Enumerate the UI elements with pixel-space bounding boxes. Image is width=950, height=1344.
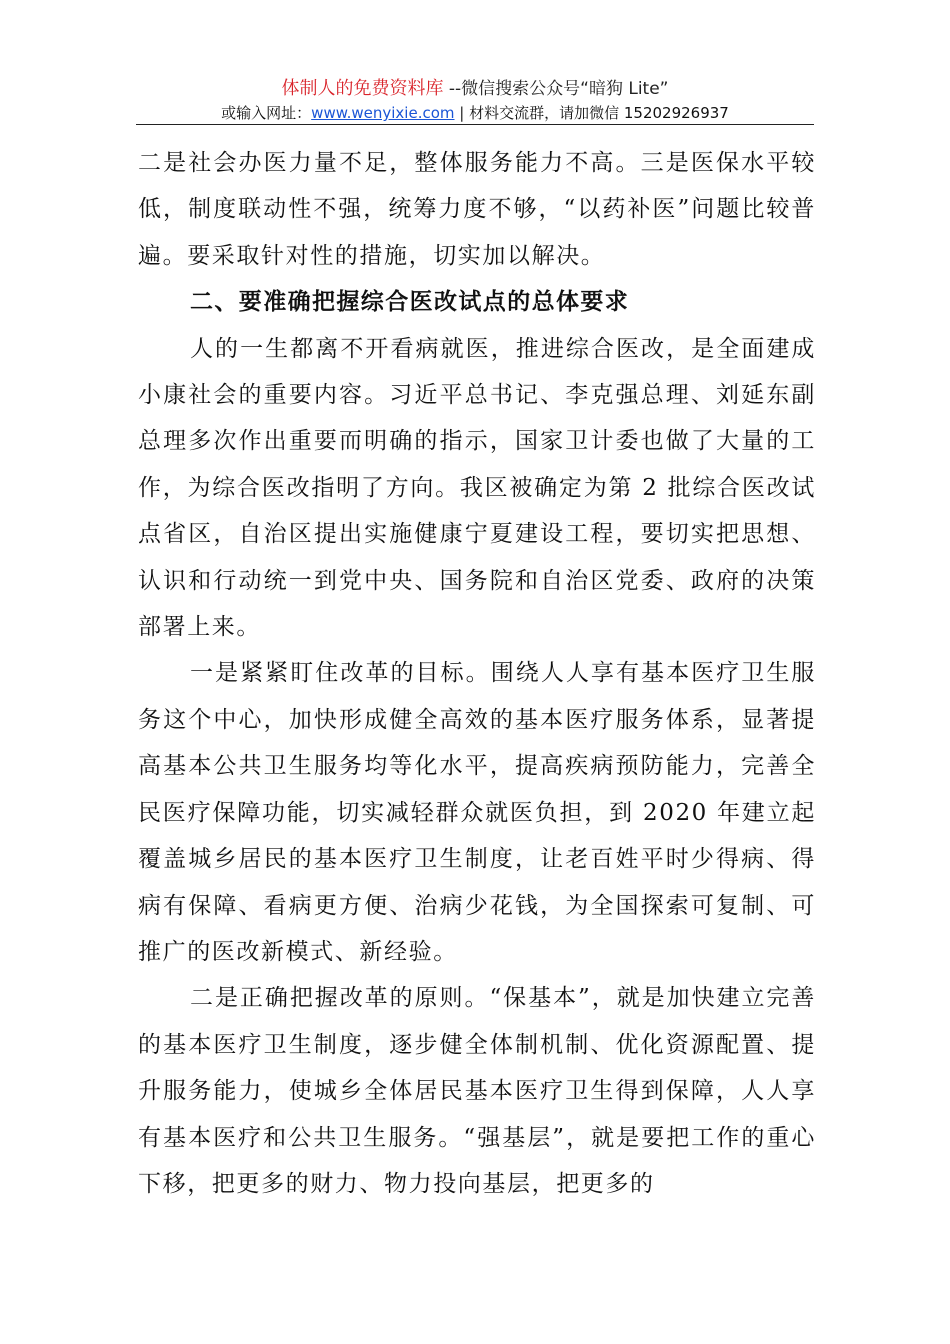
- header-title-line: [136, 78, 814, 100]
- paragraph: 人的一生都离不开看病就医，推进综合医改，是全面建成小康社会的重要内容。习近平总书记、李克强总理、刘延东副总理多次作出重要而明确的指示，国家卫计委也做了大量的工作，为综合医改指明了方向。我区被确定为第 2 批综合医改试点省区，自治区提出实施健康宁夏建设工程，要切实把思想、认识和行动统一到党中央、国务院和自治区党委、政府的决策部署上来。: [138, 335, 816, 641]
- header-separator: |: [454, 104, 470, 122]
- header-brand: 体制人的免费资料库: [281, 78, 444, 99]
- header-contact-line: [136, 102, 814, 124]
- page-header: [136, 78, 814, 124]
- paragraph-continued: 二是社会办医力量不足，整体服务能力不高。三是医保水平较低，制度联动性不强，统筹力度不够，“以药补医”问题比较普遍。要采取针对性的措施，切实加以解决。: [138, 150, 816, 269]
- paragraph: 一是紧紧盯住改革的目标。围绕人人享有基本医疗卫生服务这个中心，加快形成健全高效的基本医疗服务体系，显著提高基本公共卫生服务均等化水平，提高疾病预防能力，完善全民医疗保障功能，切实减轻群众就医负担，到 2020 年建立起覆盖城乡居民的基本医疗卫生制度，让老百姓平时少得病、得病有保障、看病更方便、治病少花钱，为全国探索可复制、可推广的医改新模式、新经验。: [138, 660, 816, 965]
- section-heading: 二、要准确把握综合医改试点的总体要求: [190, 289, 630, 316]
- header-site-prefix: 或输入网址：: [221, 104, 312, 122]
- header-note: --微信搜索公众号“暗狗 Lite”: [443, 79, 669, 99]
- header-site-link[interactable]: www.wenyixie.com: [311, 104, 455, 122]
- document-body: [138, 140, 816, 1207]
- header-divider: [136, 124, 814, 125]
- paragraph: 二是正确把握改革的原则。“保基本”，就是加快建立完善的基本医疗卫生制度，逐步健全体制机制、优化资源配置、提升服务能力，使城乡全体居民基本医疗卫生得到保障，人人享有基本医疗和公共卫生服务。“强基层”，就是要把工作的重心下移，把更多的财力、物力投向基层，把更多的: [138, 985, 816, 1197]
- header-contact: 材料交流群，请加微信 15202926937: [469, 104, 729, 122]
